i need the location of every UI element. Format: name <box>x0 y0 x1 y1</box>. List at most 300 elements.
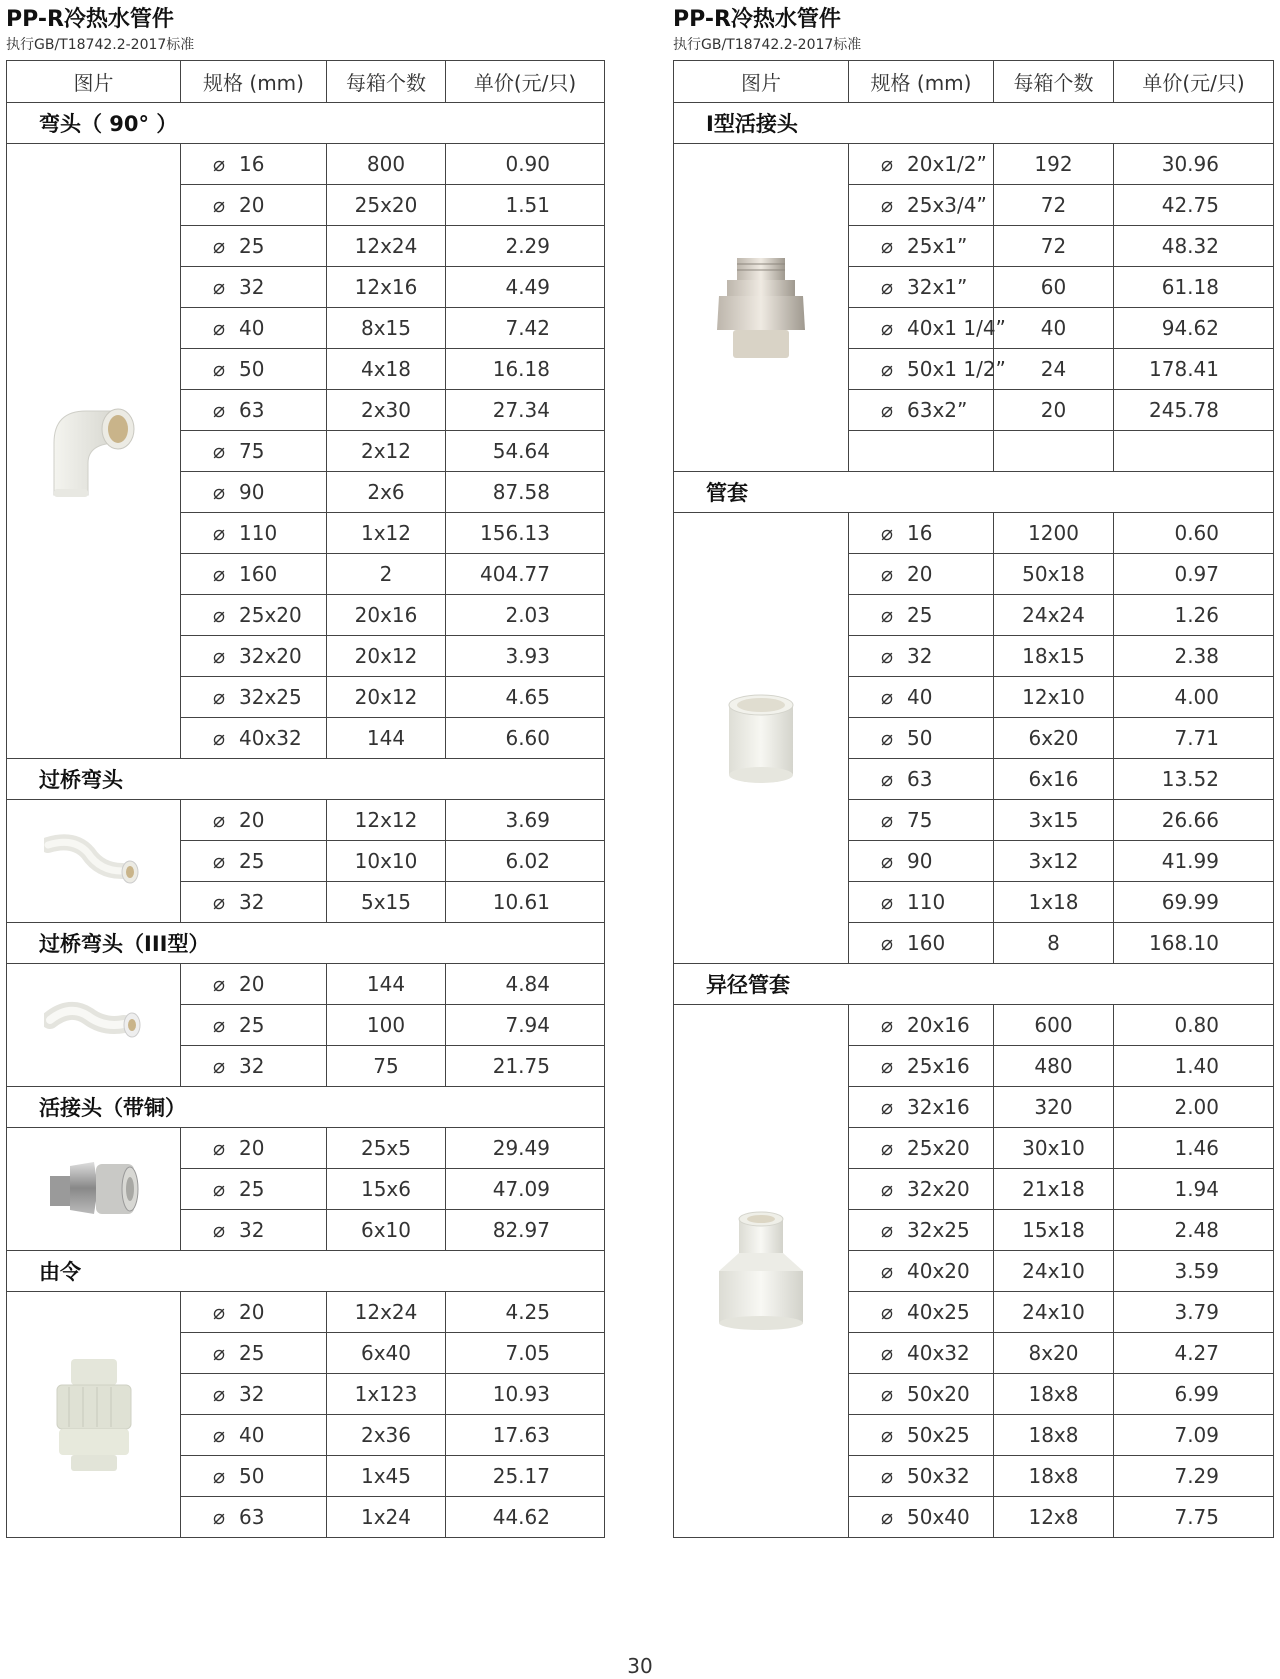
diameter-icon: ⌀ <box>881 808 894 832</box>
box-qty-cell: 6x20 <box>994 718 1114 759</box>
box-qty-cell: 1x123 <box>327 1374 446 1415</box>
unit-price-cell: 61.18 <box>1114 267 1274 308</box>
box-qty-cell: 24x10 <box>994 1292 1114 1333</box>
spec-cell <box>181 800 327 841</box>
spec-value: 32 <box>239 890 265 914</box>
diameter-icon: ⌀ <box>213 603 226 627</box>
spec-cell <box>181 595 327 636</box>
spec-cell <box>849 800 994 841</box>
diameter-icon: ⌀ <box>881 1095 894 1119</box>
spec-value: 25x1” <box>907 234 968 258</box>
diameter-icon: ⌀ <box>881 931 894 955</box>
reducing-coupling-icon <box>674 1211 848 1331</box>
spec-value: 32x20 <box>239 644 302 668</box>
spec-value: 20 <box>239 1136 265 1160</box>
box-qty-cell: 12x12 <box>327 800 446 841</box>
box-qty-cell: 18x8 <box>994 1456 1114 1497</box>
section-header-row <box>7 1251 605 1292</box>
unit-price-cell: 3.79 <box>1114 1292 1274 1333</box>
unit-price-cell: 2.00 <box>1114 1087 1274 1128</box>
spec-value: 50x20 <box>907 1382 970 1406</box>
unit-price-cell: 27.34 <box>446 390 605 431</box>
spec-cell <box>181 882 327 923</box>
unit-price-cell: 48.32 <box>1114 226 1274 267</box>
unit-price-cell: 21.75 <box>446 1046 605 1087</box>
spec-value: 90 <box>239 480 265 504</box>
spec-cell <box>181 226 327 267</box>
unit-price-cell: 2.38 <box>1114 636 1274 677</box>
page-title: PP-R冷热水管件 <box>673 7 841 32</box>
right-price-table <box>673 60 1274 1538</box>
diameter-icon: ⌀ <box>881 275 894 299</box>
unit-price-cell: 178.41 <box>1114 349 1274 390</box>
bridge-bend-icon <box>7 831 180 891</box>
unit-price-cell: 47.09 <box>446 1169 605 1210</box>
standard-subtitle: 执行GB/T18742.2-2017标准 <box>6 37 195 53</box>
table-row <box>7 1128 605 1169</box>
unit-price-cell: 2.29 <box>446 226 605 267</box>
diameter-icon: ⌀ <box>213 1423 226 1447</box>
spec-cell <box>849 1087 994 1128</box>
diameter-icon: ⌀ <box>213 193 226 217</box>
diameter-icon: ⌀ <box>881 1423 894 1447</box>
diameter-icon: ⌀ <box>881 1505 894 1529</box>
unit-price-cell: 6.99 <box>1114 1374 1274 1415</box>
box-qty-cell: 1x24 <box>327 1497 446 1538</box>
box-qty-cell: 18x8 <box>994 1374 1114 1415</box>
diameter-icon: ⌀ <box>881 726 894 750</box>
diameter-icon: ⌀ <box>881 562 894 586</box>
unit-price-cell: 4.25 <box>446 1292 605 1333</box>
box-qty-cell: 18x8 <box>994 1415 1114 1456</box>
diameter-icon: ⌀ <box>213 1300 226 1324</box>
unit-price-cell: 41.99 <box>1114 841 1274 882</box>
unit-price-cell: 7.75 <box>1114 1497 1274 1538</box>
spec-value: 50 <box>239 1464 265 1488</box>
diameter-icon: ⌀ <box>881 1013 894 1037</box>
table-header-row <box>7 61 605 103</box>
diameter-icon: ⌀ <box>881 685 894 709</box>
diameter-icon: ⌀ <box>881 193 894 217</box>
spec-cell <box>849 185 994 226</box>
union-copper-icon <box>7 1152 180 1226</box>
section-title: 异径管套 <box>674 964 1274 1005</box>
spec-value: 90 <box>907 849 933 873</box>
box-qty-cell: 20x12 <box>327 677 446 718</box>
spec-value: 20 <box>239 808 265 832</box>
spec-cell <box>849 1292 994 1333</box>
spec-cell <box>849 841 994 882</box>
product-image-cell <box>674 144 849 472</box>
section-header-row <box>7 103 605 144</box>
spec-value: 75 <box>907 808 933 832</box>
box-qty-cell: 24 <box>994 349 1114 390</box>
spec-value: 40x25 <box>907 1300 970 1324</box>
box-qty-cell: 40 <box>994 308 1114 349</box>
spec-cell <box>181 144 327 185</box>
spec-value: 25 <box>239 849 265 873</box>
spec-value: 32x1” <box>907 275 968 299</box>
spec-cell <box>849 1005 994 1046</box>
spec-cell <box>181 718 327 759</box>
spec-cell <box>849 349 1006 390</box>
spec-value: 75 <box>239 439 265 463</box>
spec-cell <box>849 718 994 759</box>
diameter-icon: ⌀ <box>213 1341 226 1365</box>
table-row <box>7 1292 605 1333</box>
spec-cell <box>181 1456 327 1497</box>
spec-cell <box>849 1251 994 1292</box>
box-qty-cell: 72 <box>994 185 1114 226</box>
unit-price-cell: 404.77 <box>446 554 605 595</box>
spec-cell <box>849 1210 994 1251</box>
diameter-icon: ⌀ <box>213 890 226 914</box>
header-image: 图片 <box>674 61 849 103</box>
box-qty-cell: 3x15 <box>994 800 1114 841</box>
spec-value: 25 <box>907 603 933 627</box>
spec-value: 20 <box>907 562 933 586</box>
table-row <box>674 1005 1274 1046</box>
box-qty-cell: 6x40 <box>327 1333 446 1374</box>
spec-cell <box>181 472 327 513</box>
section-header-row <box>7 923 605 964</box>
diameter-icon: ⌀ <box>881 644 894 668</box>
unit-price-cell: 4.00 <box>1114 677 1274 718</box>
section-title: 过桥弯头（III型） <box>7 923 605 964</box>
unit-price-cell: 7.71 <box>1114 718 1274 759</box>
unit-price-cell: 25.17 <box>446 1456 605 1497</box>
diameter-icon: ⌀ <box>213 521 226 545</box>
unit-price-cell: 1.26 <box>1114 595 1274 636</box>
type-i-union-icon <box>674 254 848 362</box>
box-qty-cell <box>994 431 1114 472</box>
box-qty-cell: 3x12 <box>994 841 1114 882</box>
spec-value: 25x16 <box>907 1054 970 1078</box>
header-box-qty: 每箱个数 <box>327 61 446 103</box>
spec-value: 25 <box>239 1177 265 1201</box>
standard-subtitle: 执行GB/T18742.2-2017标准 <box>673 37 862 53</box>
spec-value: 40x20 <box>907 1259 970 1283</box>
spec-cell <box>181 1005 327 1046</box>
spec-cell <box>181 390 327 431</box>
unit-price-cell: 245.78 <box>1114 390 1274 431</box>
unit-price-cell: 1.51 <box>446 185 605 226</box>
spec-cell <box>181 349 327 390</box>
box-qty-cell: 20x12 <box>327 636 446 677</box>
box-qty-cell: 12x16 <box>327 267 446 308</box>
spec-value: 40x1 1/4” <box>907 316 1006 340</box>
coupling-icon <box>674 691 848 785</box>
spec-value: 50x1 1/2” <box>907 357 1006 381</box>
box-qty-cell: 24x10 <box>994 1251 1114 1292</box>
diameter-icon: ⌀ <box>881 1464 894 1488</box>
spec-cell <box>849 1374 994 1415</box>
spec-cell <box>181 636 327 677</box>
left-price-table <box>6 60 605 1538</box>
spec-value: 16 <box>239 152 265 176</box>
spec-value: 20 <box>239 193 265 217</box>
spec-cell <box>181 1210 327 1251</box>
diameter-icon: ⌀ <box>213 1464 226 1488</box>
unit-price-cell: 3.59 <box>1114 1251 1274 1292</box>
box-qty-cell: 6x10 <box>327 1210 446 1251</box>
box-qty-cell: 15x18 <box>994 1210 1114 1251</box>
section-title: 过桥弯头 <box>7 759 605 800</box>
diameter-icon: ⌀ <box>881 849 894 873</box>
spec-cell <box>849 226 994 267</box>
box-qty-cell: 2x36 <box>327 1415 446 1456</box>
spec-cell <box>181 1415 327 1456</box>
unit-price-cell <box>1114 431 1274 472</box>
section-header-row <box>7 1087 605 1128</box>
unit-price-cell: 3.69 <box>446 800 605 841</box>
box-qty-cell: 12x8 <box>994 1497 1114 1538</box>
header-unit-price: 单价(元/只) <box>446 61 605 103</box>
diameter-icon: ⌀ <box>881 1136 894 1160</box>
box-qty-cell: 12x24 <box>327 1292 446 1333</box>
box-qty-cell: 18x15 <box>994 636 1114 677</box>
diameter-icon: ⌀ <box>881 152 894 176</box>
unit-price-cell: 94.62 <box>1114 308 1274 349</box>
box-qty-cell: 6x16 <box>994 759 1114 800</box>
spec-cell <box>849 882 994 923</box>
spec-cell <box>849 513 994 554</box>
spec-cell <box>181 1292 327 1333</box>
box-qty-cell: 72 <box>994 226 1114 267</box>
spec-cell <box>849 308 1006 349</box>
box-qty-cell: 800 <box>327 144 446 185</box>
section-title: 由令 <box>7 1251 605 1292</box>
product-image-cell <box>7 1292 181 1538</box>
diameter-icon: ⌀ <box>881 1177 894 1201</box>
table-row <box>7 964 605 1005</box>
spec-value: 32 <box>239 1054 265 1078</box>
spec-value: 63x2” <box>907 398 968 422</box>
spec-cell <box>849 144 994 185</box>
spec-cell <box>181 185 327 226</box>
diameter-icon: ⌀ <box>881 1259 894 1283</box>
box-qty-cell: 5x15 <box>327 882 446 923</box>
diameter-icon: ⌀ <box>881 1382 894 1406</box>
table-row <box>674 513 1274 554</box>
spec-cell <box>181 1128 327 1169</box>
spec-value: 25x20 <box>907 1136 970 1160</box>
spec-value: 32x25 <box>907 1218 970 1242</box>
spec-cell <box>849 1046 994 1087</box>
box-qty-cell: 20x16 <box>327 595 446 636</box>
spec-value: 110 <box>907 890 946 914</box>
box-qty-cell: 50x18 <box>994 554 1114 595</box>
unit-price-cell: 168.10 <box>1114 923 1274 964</box>
header-spec: 规格 (mm) <box>849 61 994 103</box>
spec-value: 40x32 <box>239 726 302 750</box>
diameter-icon: ⌀ <box>213 1054 226 1078</box>
diameter-icon: ⌀ <box>213 849 226 873</box>
diameter-icon: ⌀ <box>213 808 226 832</box>
table-header-row <box>674 61 1274 103</box>
header-image: 图片 <box>7 61 181 103</box>
unit-price-cell: 4.27 <box>1114 1333 1274 1374</box>
diameter-icon: ⌀ <box>213 685 226 709</box>
spec-cell <box>849 1169 994 1210</box>
spec-cell <box>849 1128 994 1169</box>
product-image-cell <box>7 1128 181 1251</box>
diameter-icon: ⌀ <box>213 1177 226 1201</box>
unit-price-cell: 1.94 <box>1114 1169 1274 1210</box>
unit-price-cell: 0.90 <box>446 144 605 185</box>
box-qty-cell: 2 <box>327 554 446 595</box>
spec-value: 32 <box>907 644 933 668</box>
product-image-cell <box>7 964 181 1087</box>
unit-price-cell: 4.84 <box>446 964 605 1005</box>
diameter-icon: ⌀ <box>213 275 226 299</box>
diameter-icon: ⌀ <box>213 316 226 340</box>
diameter-icon: ⌀ <box>881 234 894 258</box>
spec-value: 25 <box>239 1013 265 1037</box>
spec-value: 40 <box>907 685 933 709</box>
box-qty-cell: 10x10 <box>327 841 446 882</box>
spec-cell <box>849 1497 994 1538</box>
unit-price-cell: 13.52 <box>1114 759 1274 800</box>
spec-cell <box>849 595 994 636</box>
unit-price-cell: 156.13 <box>446 513 605 554</box>
box-qty-cell: 2x12 <box>327 431 446 472</box>
product-image-cell <box>7 800 181 923</box>
spec-cell <box>181 677 327 718</box>
diameter-icon: ⌀ <box>213 1505 226 1529</box>
spec-cell <box>849 1333 994 1374</box>
section-header-row <box>674 103 1274 144</box>
unit-price-cell: 10.61 <box>446 882 605 923</box>
unit-price-cell: 2.03 <box>446 595 605 636</box>
spec-value: 25 <box>239 234 265 258</box>
page-title: PP-R冷热水管件 <box>6 7 174 32</box>
unit-price-cell: 0.80 <box>1114 1005 1274 1046</box>
union-icon <box>7 1355 180 1475</box>
box-qty-cell: 320 <box>994 1087 1114 1128</box>
unit-price-cell: 2.48 <box>1114 1210 1274 1251</box>
spec-cell <box>181 554 327 595</box>
unit-price-cell: 0.60 <box>1114 513 1274 554</box>
spec-value: 50x32 <box>907 1464 970 1488</box>
diameter-icon: ⌀ <box>213 562 226 586</box>
product-image-cell <box>674 1005 849 1538</box>
spec-cell <box>849 431 994 472</box>
section-header-row <box>674 964 1274 1005</box>
unit-price-cell: 7.42 <box>446 308 605 349</box>
spec-value: 160 <box>239 562 278 586</box>
spec-value: 40x32 <box>907 1341 970 1365</box>
spec-value: 20 <box>239 972 265 996</box>
spec-cell <box>181 431 327 472</box>
spec-value: 50 <box>907 726 933 750</box>
box-qty-cell: 480 <box>994 1046 1114 1087</box>
diameter-icon: ⌀ <box>213 1136 226 1160</box>
diameter-icon: ⌀ <box>213 972 226 996</box>
spec-value: 40 <box>239 316 265 340</box>
box-qty-cell: 1x18 <box>994 882 1114 923</box>
diameter-icon: ⌀ <box>881 1341 894 1365</box>
box-qty-cell: 2x30 <box>327 390 446 431</box>
unit-price-cell: 6.60 <box>446 718 605 759</box>
spec-cell <box>849 677 994 718</box>
spec-value: 40 <box>239 1423 265 1447</box>
box-qty-cell: 1x45 <box>327 1456 446 1497</box>
unit-price-cell: 3.93 <box>446 636 605 677</box>
spec-value: 20x1/2” <box>907 152 987 176</box>
spec-cell <box>849 1456 994 1497</box>
spec-value: 32x20 <box>907 1177 970 1201</box>
section-header-row <box>674 472 1274 513</box>
spec-cell <box>181 1169 327 1210</box>
diameter-icon: ⌀ <box>881 357 894 381</box>
unit-price-cell: 7.05 <box>446 1333 605 1374</box>
unit-price-cell: 30.96 <box>1114 144 1274 185</box>
box-qty-cell: 12x10 <box>994 677 1114 718</box>
spec-value: 25 <box>239 1341 265 1365</box>
section-title: I型活接头 <box>674 103 1274 144</box>
box-qty-cell: 12x24 <box>327 226 446 267</box>
box-qty-cell: 8x20 <box>994 1333 1114 1374</box>
box-qty-cell: 4x18 <box>327 349 446 390</box>
diameter-icon: ⌀ <box>881 398 894 422</box>
table-row <box>674 144 1274 185</box>
spec-value: 32 <box>239 1382 265 1406</box>
header-unit-price: 单价(元/只) <box>1114 61 1274 103</box>
diameter-icon: ⌀ <box>881 521 894 545</box>
spec-value: 63 <box>907 767 933 791</box>
spec-value: 32 <box>239 275 265 299</box>
diameter-icon: ⌀ <box>213 1013 226 1037</box>
spec-value: 16 <box>907 521 933 545</box>
spec-cell <box>181 964 327 1005</box>
unit-price-cell: 26.66 <box>1114 800 1274 841</box>
unit-price-cell: 16.18 <box>446 349 605 390</box>
bridge-bend-iii-icon <box>7 994 180 1056</box>
spec-cell <box>181 1374 327 1415</box>
diameter-icon: ⌀ <box>213 357 226 381</box>
unit-price-cell: 1.46 <box>1114 1128 1274 1169</box>
spec-cell <box>181 267 327 308</box>
box-qty-cell: 100 <box>327 1005 446 1046</box>
spec-value: 110 <box>239 521 278 545</box>
unit-price-cell: 54.64 <box>446 431 605 472</box>
header-box-qty: 每箱个数 <box>994 61 1114 103</box>
spec-value: 160 <box>907 931 946 955</box>
spec-cell <box>181 841 327 882</box>
unit-price-cell: 7.29 <box>1114 1456 1274 1497</box>
unit-price-cell: 82.97 <box>446 1210 605 1251</box>
unit-price-cell: 6.02 <box>446 841 605 882</box>
diameter-icon: ⌀ <box>881 890 894 914</box>
diameter-icon: ⌀ <box>213 234 226 258</box>
box-qty-cell: 25x5 <box>327 1128 446 1169</box>
box-qty-cell: 21x18 <box>994 1169 1114 1210</box>
header-spec: 规格 (mm) <box>181 61 327 103</box>
spec-cell <box>849 1415 994 1456</box>
spec-value: 32 <box>239 1218 265 1242</box>
spec-value: 50x25 <box>907 1423 970 1447</box>
spec-cell <box>849 759 994 800</box>
box-qty-cell: 192 <box>994 144 1114 185</box>
unit-price-cell: 42.75 <box>1114 185 1274 226</box>
unit-price-cell: 1.40 <box>1114 1046 1274 1087</box>
unit-price-cell: 4.65 <box>446 677 605 718</box>
box-qty-cell: 20 <box>994 390 1114 431</box>
spec-cell <box>849 636 994 677</box>
diameter-icon: ⌀ <box>881 316 894 340</box>
box-qty-cell: 144 <box>327 718 446 759</box>
